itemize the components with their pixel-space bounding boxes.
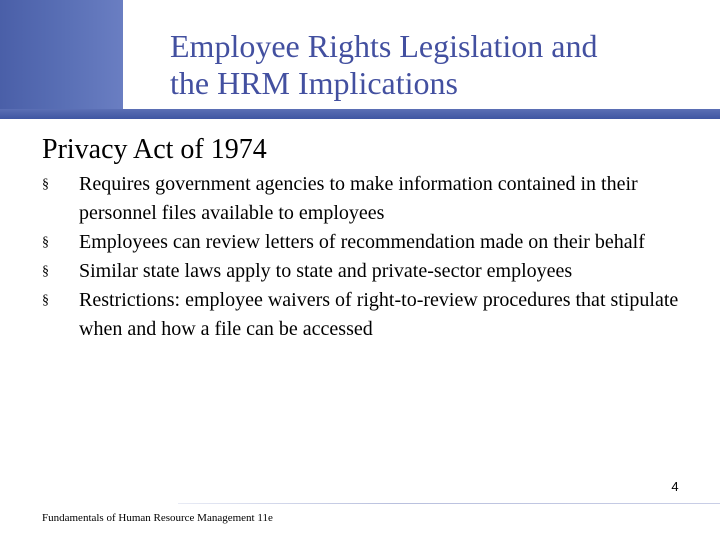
bullet-text: Requires government agencies to make information contained in their personnel files available to employees <box>79 173 638 224</box>
footer-divider <box>178 503 720 504</box>
bullet-list <box>42 170 712 344</box>
page-number: 4 <box>671 479 679 494</box>
slide-title <box>170 28 700 102</box>
bullet-marker: § <box>42 293 49 308</box>
header-blue-bar <box>0 109 720 119</box>
header-divider <box>123 0 125 109</box>
bullet-item <box>42 286 712 344</box>
section-heading: Privacy Act of 1974 <box>42 134 267 165</box>
bullet-marker: § <box>42 177 49 192</box>
slide-title-line-2: the HRM Implications <box>170 65 458 101</box>
bullet-item <box>42 170 712 228</box>
bullet-item <box>42 257 712 286</box>
header-blue-panel <box>0 0 123 119</box>
bullet-item <box>42 228 712 257</box>
slide-title-line-1: Employee Rights Legislation and <box>170 28 598 64</box>
bullet-marker: § <box>42 264 49 279</box>
bullet-marker: § <box>42 235 49 250</box>
bullet-text: Restrictions: employee waivers of right-to-review procedures that stipulate when and how a file can be accessed <box>79 289 679 340</box>
bullet-text: Similar state laws apply to state and private-sector employees <box>79 260 573 282</box>
bullet-text: Employees can review letters of recommendation made on their behalf <box>79 231 645 253</box>
footer-text: Fundamentals of Human Resource Management 11e <box>42 512 273 524</box>
